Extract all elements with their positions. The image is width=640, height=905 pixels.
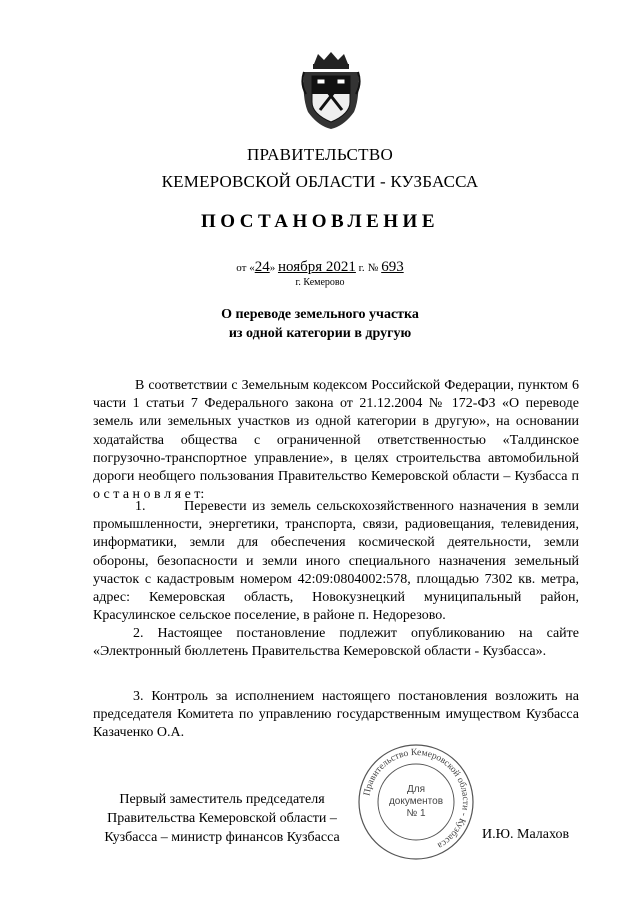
date-day: 24 <box>254 259 270 275</box>
coat-of-arms-emblem <box>300 50 362 130</box>
document-type-heading: ПОСТАНОВЛЕНИЕ <box>200 211 440 232</box>
preamble-paragraph: В соответствии с Земельным кодексом Российской Федерации, пунктом 6 части 1 статьи 7 Федерального закона от 21.12.2004 № 172-ФЗ «О переводе земель или земельных участков из одной категории в другую», на основании ходатайства общества с ограниченной ответственностью «Талдинское погрузочно-транспортное управление», в целях строительства автомобильной дороги необщего пользования Правительство Кемеровской области – Кузбасса п о с т а н о в л я е т: <box>93 378 579 503</box>
clause-2-paragraph: 2. Настоящее постановление подлежит опубликованию на сайте «Электронный бюллетень Правительства Кемеровской области - Кузбасса». <box>93 626 579 660</box>
date-month-year: ноября 2021 <box>277 259 356 275</box>
signatory-position-line1: Первый заместитель председателя <box>119 792 325 807</box>
clause-1-number: 1. <box>135 499 146 514</box>
city-name: г. Кемерово <box>295 277 345 288</box>
clause-1-paragraph <box>93 498 579 625</box>
document-dateline <box>0 259 640 276</box>
official-stamp <box>356 742 476 862</box>
clause-1-text: Перевести из земель сельскохозяйственного назначения в земли промышленности, энергетики, транспорта, связи, радиовещания, телевидения, информатики, земли для обеспечения космической деятельности, земли обороны, безопасности и земли иного специального назначения земельный участок с кадастровым номером 42:09:0804002:578, площадью 7302 кв. метра, адрес: Кемеровская область, Новокузнецкий муниципальный район, Красулинское сельское поселение, в районе п. Недорезово. <box>93 499 580 624</box>
document-number: 693 <box>381 259 404 275</box>
clause-3-paragraph: 3. Контроль за исполнением настоящего постановления возложить на председателя Комитета по управлению государственным имуществом Кузбасса Казаченко О.А. <box>93 689 579 741</box>
stamp-ring-text: Правительство Кемеровской области - Кузбасса <box>362 747 471 851</box>
date-quote: » <box>269 262 278 274</box>
signatory-position-line2: Правительства Кемеровской области – <box>107 811 337 826</box>
document-title-line2: из одной категории в другую <box>228 326 412 341</box>
date-year-suffix: г. <box>355 262 365 274</box>
document-title-line1: О переводе земельного участка <box>221 307 419 322</box>
stamp-inner-line2: документов <box>388 796 444 807</box>
stamp-inner-line1: Для <box>406 784 426 795</box>
signatory-position <box>92 790 352 847</box>
signatory-position-line3: Кузбасса – министр финансов Кузбасса <box>104 830 340 845</box>
government-name-line1: ПРАВИТЕЛЬСТВО <box>246 145 394 164</box>
date-prefix: от « <box>236 262 255 274</box>
number-label: № <box>367 262 379 274</box>
signatory-name: И.Ю. Малахов <box>482 827 570 842</box>
government-name-line2: КЕМЕРОВСКОЙ ОБЛАСТИ - КУЗБАССА <box>161 172 479 191</box>
stamp-inner-line3: № 1 <box>406 808 426 819</box>
